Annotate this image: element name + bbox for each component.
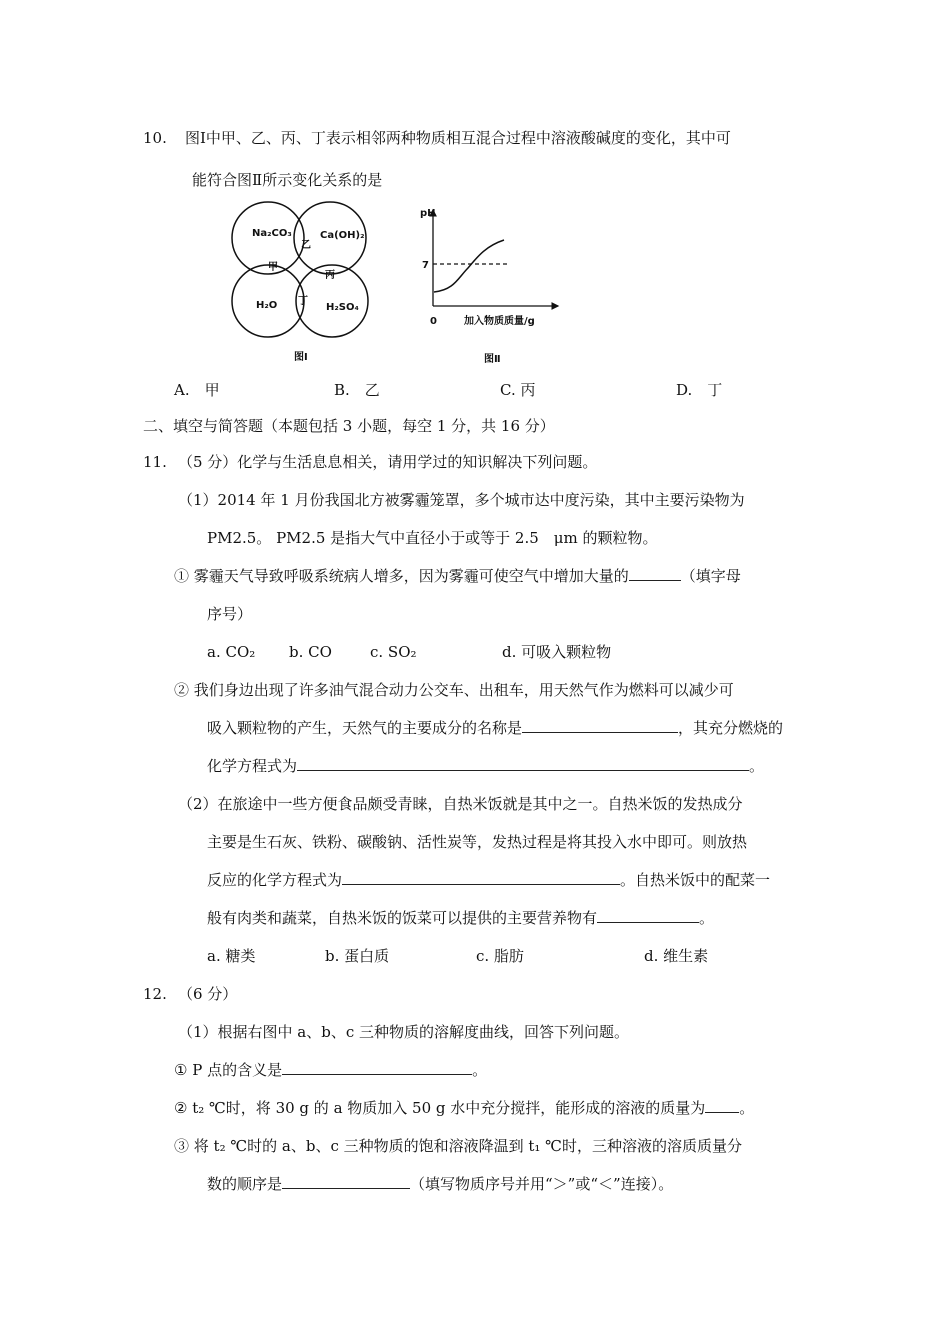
q12-s3-line2 [207,1174,673,1194]
q11-p2-line2: 主要是生石灰、铁粉、碳酸钠、活性炭等，发热过程是将其投入水中即可。则放热 [207,833,748,851]
region-ding: 丁 [298,296,308,307]
q11-p2-line4 [207,908,714,928]
q11-p2-option-c: c. 脂肪 [476,947,524,965]
q10-option-a: A. 甲 [174,381,220,399]
label-h2o: H₂O [256,300,278,311]
figure-2-caption: 图Ⅱ [484,354,501,365]
q10-number: 10. [143,129,167,147]
label-caoh2: Ca(OH)₂ [320,230,365,241]
q11-s1-line2: 序号） [207,605,253,623]
q12-s1-text: ① P 点的含义是 [174,1061,283,1079]
q11-s2-line2 [207,718,783,738]
q12-s1-blank[interactable] [282,1060,472,1075]
q12-number: 12. [143,985,167,1003]
q11-s1-option-b: b. CO [289,643,332,661]
q11-p1-line1: （1）2014 年 1 月份我国北方被雾霾笼罩，多个城市达中度污染，其中主要污染物为 [178,491,745,509]
origin-label: 0 [430,316,437,327]
q12-intro: （6 分） [178,985,238,1003]
q12-s3-blank[interactable] [282,1174,410,1189]
y-axis-label: pH [420,208,436,219]
q11-s1-text: ① 雾霾天气导致呼吸系统病人增多，因为雾霾可使空气中增加大量的 [174,567,629,585]
q11-p1-line2: PM2.5。 PM2.5 是指大气中直径小于或等于 2.5 μm 的颗粒物。 [207,529,658,547]
q11-p2-option-b: b. 蛋白质 [325,947,390,965]
q11-p2-line1: （2）在旅途中一些方便食品颇受青睐，自热米饭就是其中之一。自热米饭的发热成分 [178,795,743,813]
label-na2co3: Na₂CO₃ [252,228,292,239]
q11-s1-answer-blank[interactable] [629,566,681,581]
q11-s1-option-a: a. CO₂ [207,643,256,661]
q11-p2-option-d: d. 维生素 [644,947,709,965]
q12-s3-text: 数的顺序是 [207,1175,283,1193]
figure-2-ph-chart [416,206,566,370]
q11-intro: （5 分）化学与生活息息相关，请用学过的知识解决下列问题。 [178,453,598,471]
region-yi: 乙 [301,240,311,251]
q11-s1-option-d: d. 可吸入颗粒物 [502,643,612,661]
q11-p2-nutrient-blank[interactable] [597,908,699,923]
section-2-title: 二、填空与简答题（本题包括 3 小题，每空 1 分，共 16 分） [143,417,555,435]
q11-p2-line3-tail: 。自热米饭中的配菜一 [620,871,771,889]
q11-p2-option-a: a. 糖类 [207,947,256,965]
q12-s1-period: 。 [472,1061,488,1079]
q11-p2-equation-label: 反应的化学方程式为 [207,871,343,889]
q10-option-d: D. 丁 [676,381,723,399]
label-h2so4: H₂SO₄ [326,302,359,313]
ph-curve [434,240,504,292]
q11-s2-period: 。 [749,757,765,775]
q11-number: 11. [143,453,167,471]
q11-s1-line1 [174,566,741,586]
q11-p2-nutrient-text: 般有肉类和蔬菜，自热米饭的饭菜可以提供的主要营养物有 [207,909,598,927]
q12-s3-hint: （填写物质序号并用“＞”或“＜”连接）。 [410,1175,674,1193]
q11-s2-text: 吸入颗粒物的产生，天然气的主要成分的名称是 [207,719,523,737]
x-axis-label: 加入物质质量/g [464,316,535,327]
q12-s1-line [174,1060,487,1080]
q11-s2-line1: ② 我们身边出现了许多油气混合动力公交车、出租车，用天然气作为燃料可以减少可 [174,681,734,699]
region-bing: 丙 [325,270,335,281]
q11-s2-text-tail: ，其充分燃烧的 [678,719,784,737]
q11-s1-hint: （填字母 [680,567,741,585]
q11-s2-name-blank[interactable] [522,718,678,733]
q11-s2-equation-blank[interactable] [297,756,749,771]
q10-option-c: C. 丙 [500,381,536,399]
q12-s2-period: 。 [739,1099,755,1117]
q12-s2-line [174,1098,754,1118]
q12-s3-line1: ③ 将 t₂ ℃时的 a、b、c 三种物质的饱和溶液降温到 t₁ ℃时，三种溶液的溶质质量分 [174,1137,742,1155]
q12-s2-blank[interactable] [705,1098,739,1113]
q11-p2-equation-blank[interactable] [342,870,620,885]
q11-s2-equation-label: 化学方程式为 [207,757,298,775]
q11-s2-line3 [207,756,764,776]
ph7-label: 7 [422,260,429,271]
q11-s1-option-c: c. SO₂ [370,643,417,661]
q11-p2-line3 [207,870,770,890]
q10-stem-line2: 能符合图Ⅱ所示变化关系的是 [192,171,383,189]
q10-stem-line1: 图Ⅰ中甲、乙、丙、丁表示相邻两种物质相互混合过程中溶液酸碱度的变化，其中可 [185,129,731,147]
q10-option-b: B. 乙 [334,381,380,399]
q12-s2-text: ② t₂ ℃时，将 30 g 的 a 物质加入 50 g 水中充分搅拌，能形成的溶液的质量为 [174,1099,706,1117]
region-jia: 甲 [268,262,278,273]
figure-1-caption: 图Ⅰ [294,352,308,363]
figure-1-circles [228,196,378,368]
q11-p2-period: 。 [699,909,715,927]
q12-p1: （1）根据右图中 a、b、c 三种物质的溶解度曲线，回答下列问题。 [178,1023,630,1041]
